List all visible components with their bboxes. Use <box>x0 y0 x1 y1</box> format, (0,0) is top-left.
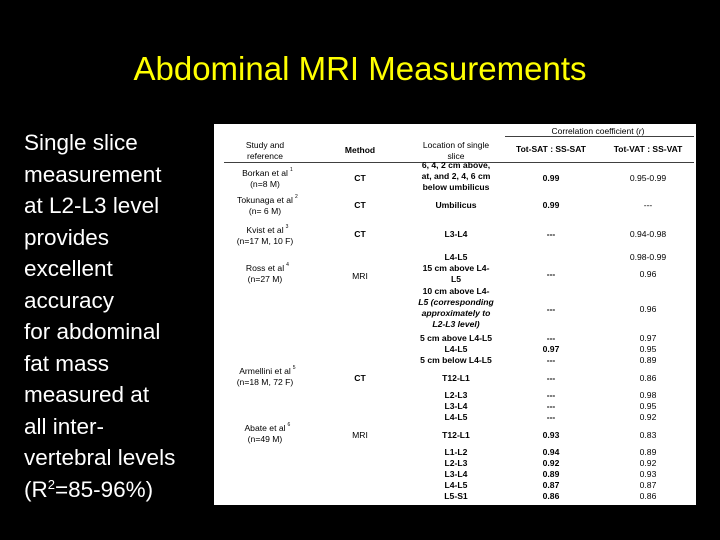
location-cell: T12-L1 <box>442 373 470 383</box>
bullet-line: excellent <box>24 256 113 281</box>
study-cell: (n=49 M) <box>247 434 283 444</box>
study-cell: (n=17 M, 10 F) <box>236 236 294 246</box>
study-cell: Abate et al <box>244 423 286 433</box>
tot-sat-cell: 0.87 <box>542 480 560 490</box>
r-range: =85-96%) <box>54 476 154 502</box>
study-cell: Ross et al <box>245 263 285 273</box>
location-header: Location of single <box>422 140 490 150</box>
location-cell: at, and 2, 4, 6 cm <box>421 171 491 181</box>
tot-sat-cell: --- <box>546 269 556 279</box>
tot-sat-cell: --- <box>546 304 556 314</box>
tot-vat-cell: 0.97 <box>639 333 657 343</box>
method-cell: MRI <box>352 430 368 440</box>
reference-number: 1 <box>289 167 293 173</box>
r-superscript: 2 <box>47 476 55 492</box>
location-cell: L4-L5 <box>444 480 468 490</box>
table-canvas <box>214 124 696 505</box>
bullet-line: accuracy <box>24 287 115 313</box>
tot-vat-cell: 0.93 <box>639 469 657 479</box>
location-cell: L3-L4 <box>444 229 468 239</box>
tot-sat-cell: --- <box>546 373 556 383</box>
method-cell: CT <box>354 229 366 239</box>
tot-vat-cell: 0.96 <box>639 269 657 279</box>
bullet-line: vertebral levels <box>24 445 176 470</box>
tot-sat-cell: --- <box>546 390 556 400</box>
location-cell: Umbilicus <box>435 200 477 210</box>
study-cell: Tokunaga et al <box>237 195 293 205</box>
bullet-line: fat mass <box>24 350 110 376</box>
study-cell: (n=8 M) <box>250 179 280 189</box>
method-cell: CT <box>354 200 366 210</box>
bullet-line: Single slice <box>24 130 138 155</box>
tot-vat-cell: 0.98-0.99 <box>629 252 667 262</box>
location-cell: L5 (corresponding <box>418 297 494 307</box>
location-cell: L2-L3 <box>444 458 468 468</box>
corr-header: Correlation coefficient (r) <box>551 126 645 136</box>
location-cell: 10 cm above L4- <box>422 286 490 296</box>
tot-vat-cell: 0.95 <box>639 401 657 411</box>
location-cell: 6, 4, 2 cm above, <box>421 160 491 170</box>
study-header: reference <box>247 151 283 161</box>
tot-vat-cell: 0.83 <box>639 430 657 440</box>
slide-title: Abdominal MRI Measurements <box>133 50 587 87</box>
tot-vat-cell: 0.92 <box>639 412 657 422</box>
study-cell: (n=18 M, 72 F) <box>236 377 294 387</box>
location-cell: L5-S1 <box>444 491 468 501</box>
r-prefix: (R <box>24 476 48 502</box>
tot-vat-header: Tot-VAT : SS-VAT <box>613 144 683 154</box>
method-cell: CT <box>354 373 366 383</box>
location-cell: L4-L5 <box>444 344 468 354</box>
tot-sat-cell: --- <box>546 401 556 411</box>
study-cell: (n= 6 M) <box>248 206 282 216</box>
bullet-line: measurement <box>24 161 162 187</box>
tot-sat-cell: 0.99 <box>542 200 560 210</box>
location-cell: L4-L5 <box>444 412 468 422</box>
study-cell: Borkan et al <box>242 168 288 178</box>
study-header: Study and <box>245 140 285 150</box>
tot-sat-cell: 0.94 <box>542 447 560 457</box>
location-cell: L4-L5 <box>444 252 468 262</box>
tot-vat-cell: 0.95-0.99 <box>629 173 667 183</box>
tot-vat-cell: 0.94-0.98 <box>629 229 667 239</box>
method-cell: CT <box>354 173 366 183</box>
tot-vat-cell: --- <box>643 200 653 210</box>
tot-vat-cell: 0.96 <box>639 304 657 314</box>
reference-number: 4 <box>286 262 289 268</box>
tot-sat-cell: --- <box>546 355 556 365</box>
bullet-line: measured at <box>24 382 150 407</box>
tot-vat-cell: 0.98 <box>639 390 657 400</box>
location-cell: L2-L3 level) <box>432 319 480 329</box>
reference-number: 2 <box>294 194 298 200</box>
method-header: Method <box>344 145 376 155</box>
tot-sat-cell: 0.86 <box>542 491 560 501</box>
location-cell: 5 cm below L4-L5 <box>420 355 492 365</box>
tot-vat-cell: 0.89 <box>639 447 657 457</box>
location-cell: T12-L1 <box>442 430 470 440</box>
tot-sat-cell: 0.93 <box>542 430 560 440</box>
tot-vat-cell: 0.87 <box>639 480 657 490</box>
bullet-line: all inter- <box>24 413 105 439</box>
tot-vat-cell: 0.92 <box>639 458 657 468</box>
tot-sat-cell: --- <box>546 333 556 343</box>
bullet-line: for abdominal <box>24 319 161 344</box>
location-cell: below umbilicus <box>422 182 490 192</box>
location-cell: L5 <box>450 274 462 284</box>
reference-number: 3 <box>285 224 289 230</box>
tot-vat-cell: 0.86 <box>639 491 657 501</box>
tot-vat-cell: 0.86 <box>639 373 657 383</box>
study-cell: (n=27 M) <box>247 274 283 284</box>
tot-sat-cell: 0.92 <box>542 458 560 468</box>
location-cell: 5 cm above L4-L5 <box>419 333 493 343</box>
location-cell: L1-L2 <box>444 447 468 457</box>
tot-sat-cell: --- <box>546 412 556 422</box>
tot-sat-header: Tot-SAT : SS-SAT <box>516 144 586 154</box>
location-cell: 15 cm above L4- <box>422 263 490 273</box>
bullet-line: provides <box>24 224 110 250</box>
reference-number: 5 <box>292 365 296 371</box>
tot-sat-cell: --- <box>546 229 556 239</box>
location-cell: L3-L4 <box>444 401 468 411</box>
study-cell: Armellini et al <box>239 366 291 376</box>
reference-number: 6 <box>287 422 291 428</box>
location-cell: L3-L4 <box>444 469 468 479</box>
method-cell: MRI <box>352 271 368 281</box>
tot-sat-cell: 0.89 <box>542 469 560 479</box>
tot-sat-cell: 0.97 <box>542 344 560 354</box>
location-cell: approximately to <box>421 308 491 318</box>
study-cell: Kvist et al <box>246 225 284 235</box>
bullet-text <box>24 127 204 505</box>
bullet-line: at L2-L3 level <box>24 193 160 218</box>
correlation-table <box>214 124 696 505</box>
location-cell: L2-L3 <box>444 390 468 400</box>
tot-vat-cell: 0.89 <box>639 355 657 365</box>
bullet-line-r-squared <box>24 474 204 506</box>
location-header: slice <box>447 151 465 161</box>
tot-sat-cell: 0.99 <box>542 173 560 183</box>
tot-vat-cell: 0.95 <box>639 344 657 354</box>
